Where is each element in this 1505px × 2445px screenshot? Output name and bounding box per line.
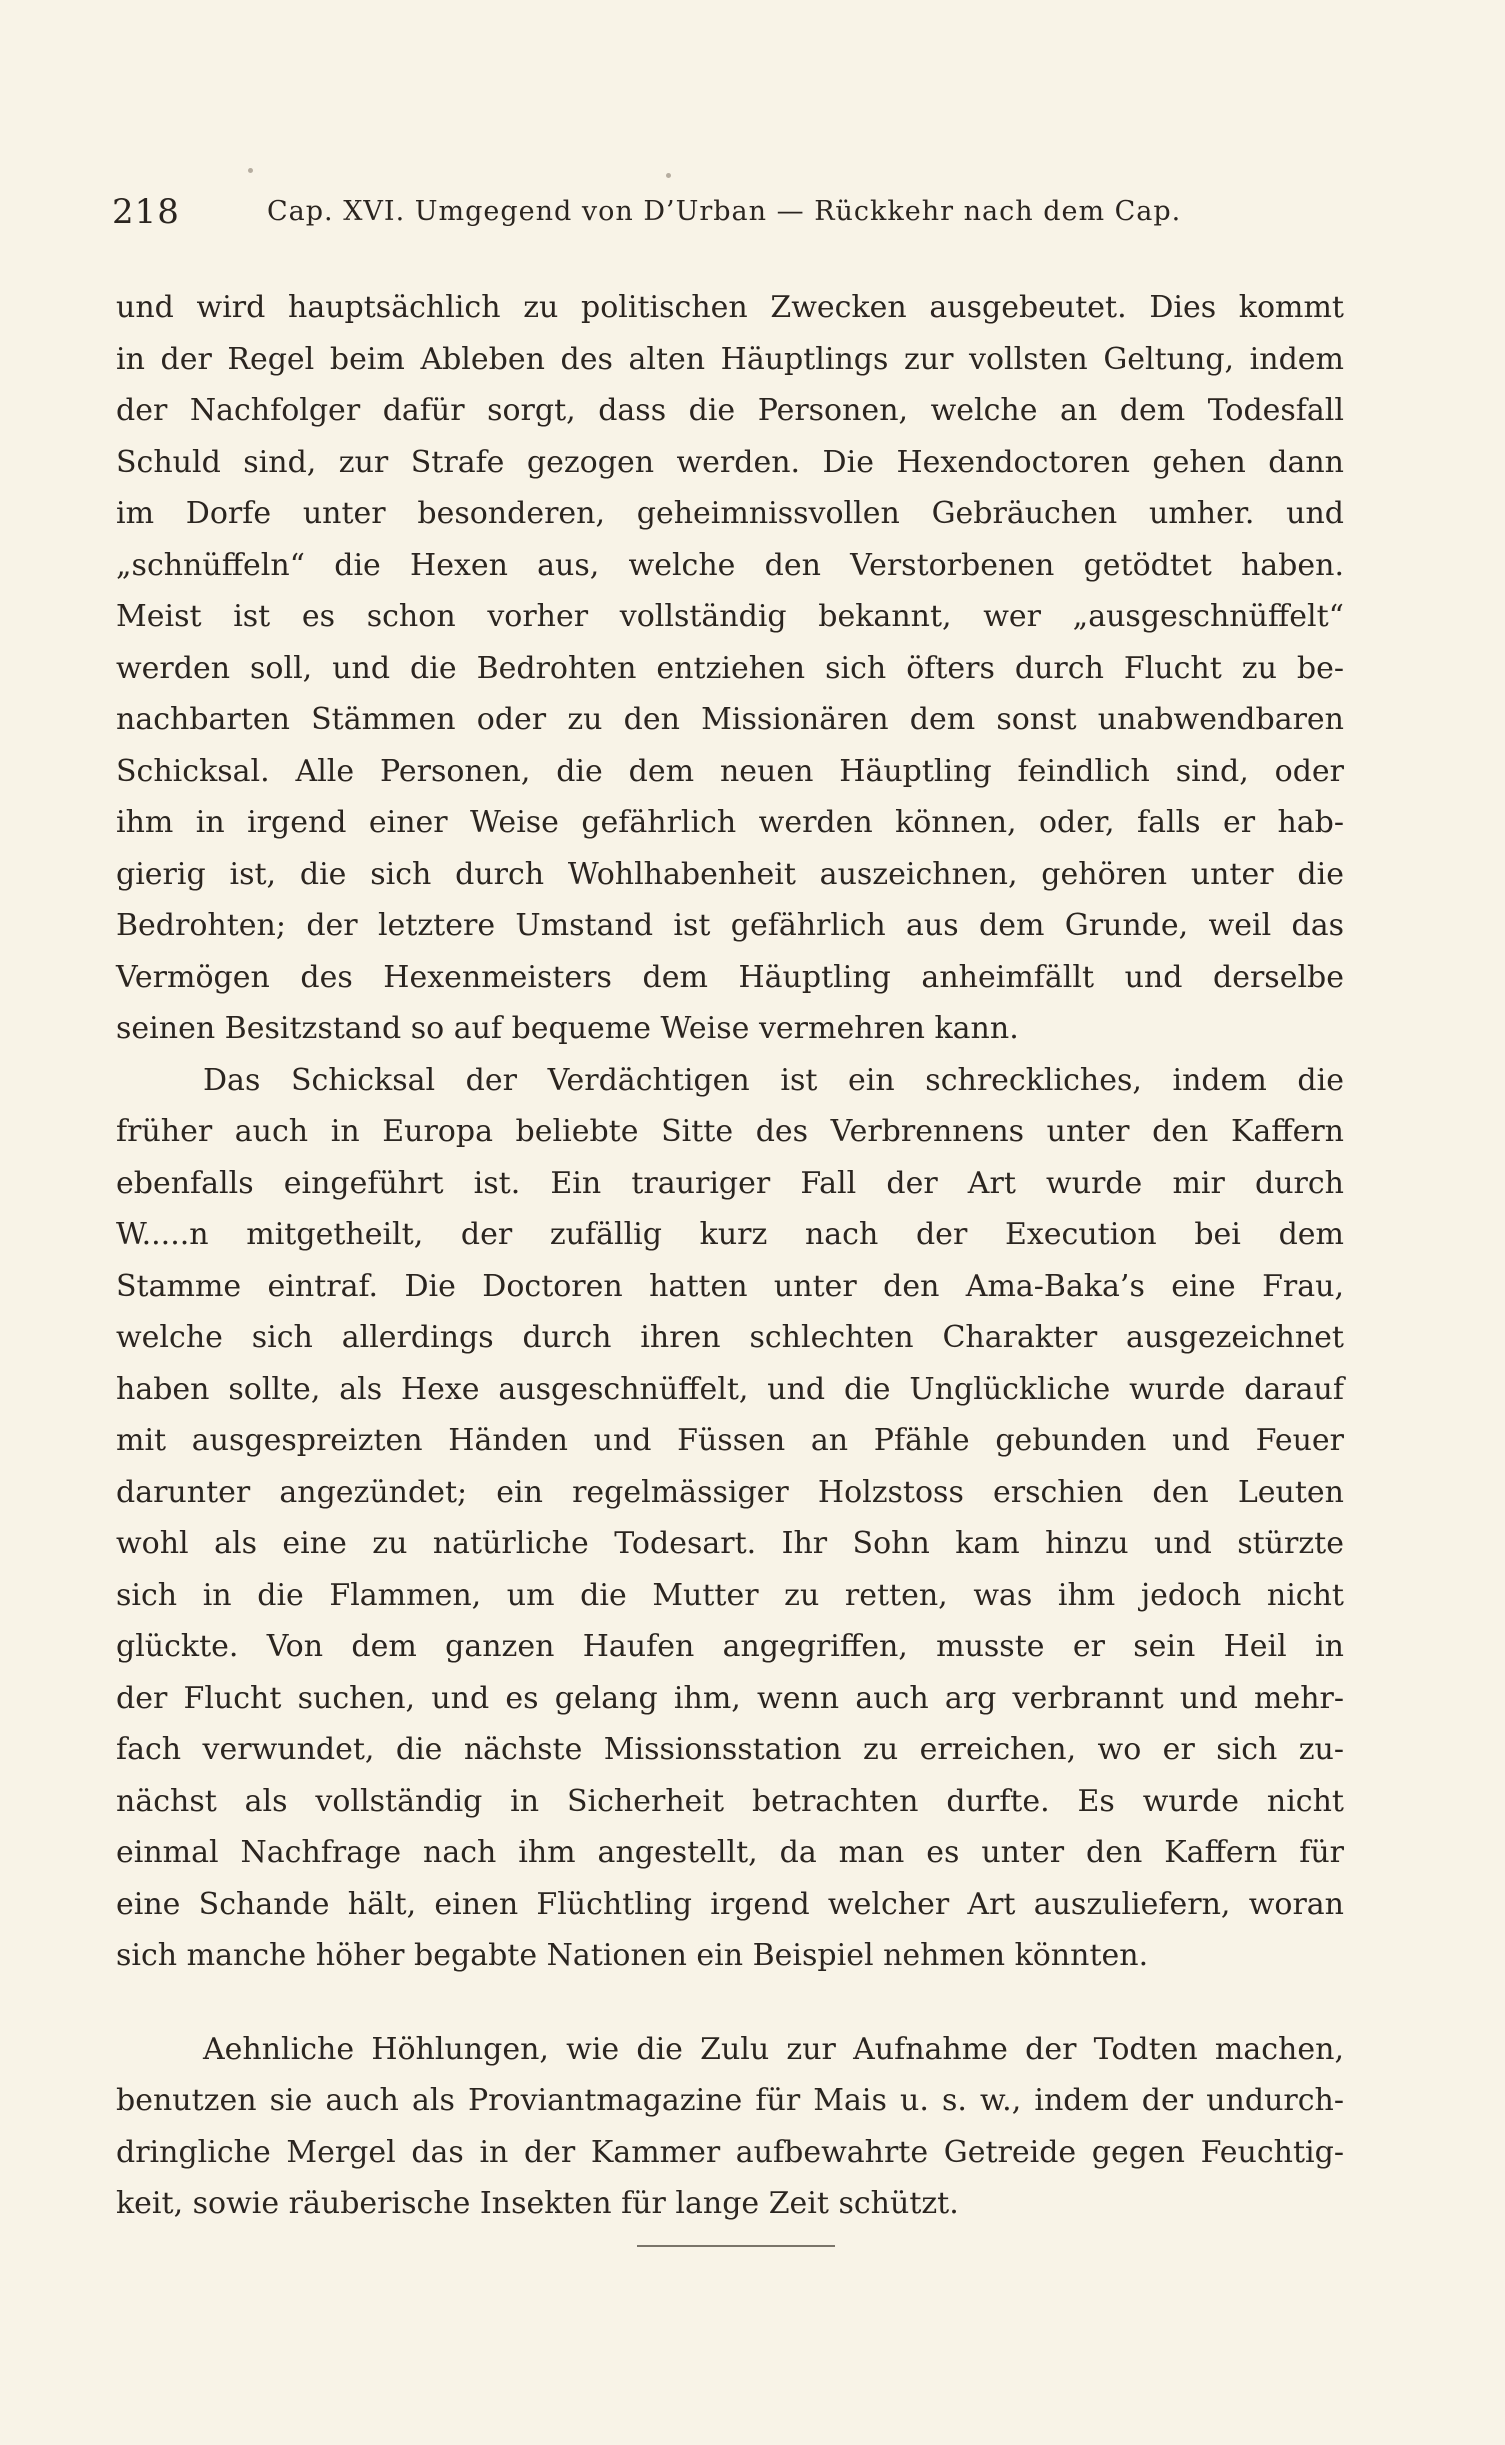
text-line: Schicksal. Alle Personen, die dem neuen Häuptling feindlich sind, oder xyxy=(116,753,1344,789)
text-line: Vermögen des Hexenmeisters dem Häuptling anheimfällt und derselbe xyxy=(116,959,1344,995)
text-line: und wird hauptsächlich zu politischen Zwecken ausgebeutet. Dies kommt xyxy=(116,290,1344,325)
text-line: „schnüffeln“ die Hexen aus, welche den Verstorbenen getödtet haben. xyxy=(116,547,1344,583)
text-line: darunter angezündet; ein regelmässiger Holzstoss erschien den Leuten xyxy=(116,1474,1344,1510)
text-line: der Nachfolger dafür sorgt, dass die Personen, welche an dem Todesfall xyxy=(116,393,1344,428)
text-line: ebenfalls eingeführt ist. Ein trauriger Fall der Art wurde mir durch xyxy=(116,1165,1344,1201)
running-head: Cap. XVI. Umgegend von D’Urban — Rückkehr nach dem Cap. xyxy=(267,196,1182,227)
text-line: mit ausgespreizten Händen und Füssen an Pfähle gebunden und Feuer xyxy=(116,1423,1344,1458)
text-line: Bedrohten; der letztere Umstand ist gefährlich aus dem Grunde, weil das xyxy=(116,908,1344,943)
text-line: Das Schicksal der Verdächtigen ist ein schreckliches, indem die xyxy=(203,1062,1344,1098)
paragraph-gap xyxy=(116,1982,1344,2024)
text-line: keit, sowie räuberische Insekten für lange Zeit schützt. xyxy=(116,2186,959,2221)
page-body xyxy=(116,282,1344,2230)
text-line: haben sollte, als Hexe ausgeschnüffelt, und die Unglückliche wurde darauf xyxy=(116,1371,1344,1407)
text-line: Meist ist es schon vorher vollständig bekannt, wer „ausgeschnüffelt“ xyxy=(116,599,1344,634)
closing-rule xyxy=(637,2245,835,2247)
text-line: gierig ist, die sich durch Wohlhabenheit auszeichnen, gehören unter die xyxy=(116,856,1344,892)
text-line: wohl als eine zu natürliche Todesart. Ihr Sohn kam hinzu und stürzte xyxy=(116,1526,1344,1561)
text-line: sich manche höher begabte Nationen ein Beispiel nehmen könnten. xyxy=(116,1938,1149,1973)
text-line: in der Regel beim Ableben des alten Häuptlings zur vollsten Geltung, indem xyxy=(116,341,1344,377)
text-line: welche sich allerdings durch ihren schlechten Charakter ausgezeichnet xyxy=(116,1320,1344,1355)
text-line: W.....n mitgetheilt, der zufällig kurz nach der Execution bei dem xyxy=(116,1217,1344,1252)
text-line: früher auch in Europa beliebte Sitte des Verbrennens unter den Kaffern xyxy=(116,1114,1344,1149)
paragraph xyxy=(116,2024,1344,2230)
text-line: nächst als vollständig in Sicherheit betrachten durfte. Es wurde nicht xyxy=(116,1783,1344,1819)
paragraph xyxy=(116,282,1344,1055)
text-line: Schuld sind, zur Strafe gezogen werden. Die Hexendoctoren gehen dann xyxy=(116,444,1344,480)
page-number: 218 xyxy=(112,192,180,232)
text-line: Stamme eintraf. Die Doctoren hatten unter den Ama-Baka’s eine Frau, xyxy=(116,1268,1344,1304)
page-header xyxy=(112,192,1346,242)
text-line: sich in die Flammen, um die Mutter zu retten, was ihm jedoch nicht xyxy=(116,1577,1344,1613)
text-line: der Flucht suchen, und es gelang ihm, wenn auch arg verbrannt und mehr- xyxy=(116,1680,1344,1716)
text-line: fach verwundet, die nächste Missionsstation zu erreichen, wo er sich zu- xyxy=(116,1732,1344,1767)
text-line: glückte. Von dem ganzen Haufen angegriffen, musste er sein Heil in xyxy=(116,1629,1344,1664)
paragraph xyxy=(116,1055,1344,1982)
text-line: ihm in irgend einer Weise gefährlich werden können, oder, falls er hab- xyxy=(116,805,1344,840)
paper-speck xyxy=(666,173,671,178)
text-line: Aehnliche Höhlungen, wie die Zulu zur Aufnahme der Todten machen, xyxy=(203,2031,1344,2067)
text-line: nachbarten Stämmen oder zu den Missionären dem sonst unabwendbaren xyxy=(116,702,1344,737)
text-line: dringliche Mergel das in der Kammer aufbewahrte Getreide gegen Feuchtig- xyxy=(116,2134,1344,2170)
text-line: benutzen sie auch als Proviantmagazine für Mais u. s. w., indem der undurch- xyxy=(116,2083,1344,2118)
text-line: im Dorfe unter besonderen, geheimnissvollen Gebräuchen umher. und xyxy=(116,496,1344,531)
paper-speck xyxy=(248,168,253,173)
text-line: seinen Besitzstand so auf bequeme Weise vermehren kann. xyxy=(116,1011,1019,1046)
text-line: einmal Nachfrage nach ihm angestellt, da man es unter den Kaffern für xyxy=(116,1835,1344,1870)
text-line: eine Schande hält, einen Flüchtling irgend welcher Art auszuliefern, woran xyxy=(116,1886,1344,1922)
text-line: werden soll, und die Bedrohten entziehen sich öfters durch Flucht zu be- xyxy=(116,650,1344,686)
